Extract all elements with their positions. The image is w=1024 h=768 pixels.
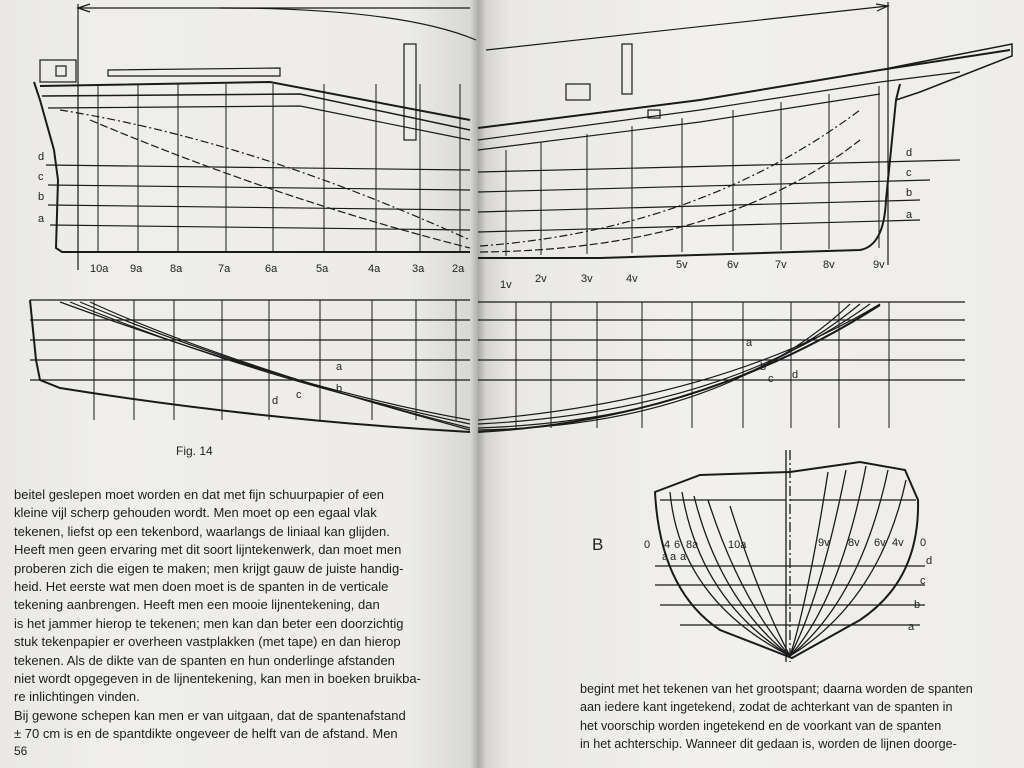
text-line: begint met het tekenen van het grootspant; daarna worden de spanten <box>580 682 973 696</box>
waterline-label-right: c <box>906 167 912 179</box>
page-number: 56 <box>14 744 28 758</box>
section-waterline-label: a <box>908 621 915 633</box>
text-line: tekenen, liefst op een tekenbord, waarlangs de liniaal kan glijden. <box>14 523 390 539</box>
frame-label-left: 3a <box>412 263 425 275</box>
section-sublabel-left: a <box>670 551 677 563</box>
plan-outline-right <box>478 305 880 432</box>
text-line: kleine vijl scherp gehouden wordt. Men moet op een egaal vlak <box>14 505 377 521</box>
frame-label-right: 7v <box>775 259 787 271</box>
section-label-left: 6 <box>674 539 681 551</box>
frame-label-left: 10a <box>90 263 109 275</box>
waterline-label-left: d <box>38 151 45 163</box>
waterline-label-left: b <box>38 191 45 203</box>
frame-label-right: 8v <box>823 259 835 271</box>
section-label-left: 8a <box>686 539 699 551</box>
plan-label-d-right: d <box>792 369 799 381</box>
section-label: B <box>592 535 604 554</box>
dimension-line-right <box>486 6 888 50</box>
right-page-text <box>580 680 1020 754</box>
section-waterline-label: c <box>920 575 926 587</box>
text-line: aan iedere kant ingetekend, zodat de achterkant van de spanten in <box>580 700 953 715</box>
frame-label-left: 8a <box>170 263 183 275</box>
text-line: tekening aanbrengen. Heeft men een mooie lijnentekening, dan <box>14 597 380 613</box>
waterline-label-right: a <box>906 209 913 221</box>
frame-label-right: 9v <box>873 259 885 271</box>
waterline-label-right: d <box>906 147 913 159</box>
body-section-drawing <box>655 450 925 662</box>
text-line: heid. Het eerste wat men doen moet is de spanten in de verticale <box>14 579 389 595</box>
frame-label-left: 7a <box>218 263 231 275</box>
text-line: beitel geslepen moet worden en dat met fijn schuurpapier of een <box>14 487 385 502</box>
text-line: Bij gewone schepen kan men er van uitgaan, dat de spantenafstand <box>14 707 406 723</box>
text-line: re inlichtingen vinden. <box>14 689 140 705</box>
text-line: het voorschip worden ingetekend en de voorkant van de spanten <box>580 718 942 733</box>
frame-label-left: 6a <box>265 263 278 275</box>
waterline-label-left: a <box>38 213 45 225</box>
plan-label-c-right: c <box>768 373 774 385</box>
frame-label-left: 5a <box>316 263 329 275</box>
frame-label-right: 4v <box>626 273 638 285</box>
figure-caption: Fig. 14 <box>176 444 213 458</box>
waterline-label-right: b <box>906 187 913 199</box>
text-line: stuk tekenpapier er overheen vastplakken (met tape) en dan hierop <box>14 634 401 650</box>
section-label-right: 4v <box>892 537 904 549</box>
text-line: ± 70 cm is en de spantdikte ongeveer de helft van de afstand. Men <box>14 726 398 742</box>
section-label-left: 4 <box>664 539 671 551</box>
text-line: is het jammer hierop te tekenen; men kan dan beter een doorzichtig <box>14 615 404 631</box>
plan-label-a-right: a <box>746 337 753 349</box>
left-page-text <box>14 486 470 744</box>
frame-label-right: 6v <box>727 259 739 271</box>
plan-label-d-left: d <box>272 395 279 407</box>
frame-label-left: 9a <box>130 263 143 275</box>
section-waterline-label: b <box>914 599 921 611</box>
text-line: Heeft men geen ervaring met dit soort lijntekenwerk, dan moet men <box>14 542 402 558</box>
waterline-label-left: c <box>38 171 44 183</box>
frame-label-left: 4a <box>368 263 381 275</box>
plan-label-a-left: a <box>336 361 343 373</box>
text-line: in het achterschip. Wanneer dit gedaan is, worden de lijnen doorge- <box>580 737 957 752</box>
section-label-right: 9v <box>818 537 830 549</box>
text-line: tekenen. Als de dikte van de spanten en hun onderlinge afstanden <box>14 652 395 668</box>
plan-label-b-right: b <box>760 361 767 373</box>
hull-profile-right <box>478 50 1010 128</box>
frame-label-right: 2v <box>535 273 547 285</box>
frame-label-right: 3v <box>581 273 593 285</box>
frame-label-right: 5v <box>676 259 688 271</box>
section-label-right: 0 <box>920 537 927 549</box>
section-sublabel-left: a <box>662 551 669 563</box>
section-sublabel-left: a <box>680 551 687 563</box>
section-label-right: 8v <box>848 537 860 549</box>
text-line: proberen zich die eigen te maken; men krijgt gauw de juiste handig- <box>14 560 404 576</box>
section-waterline-label: d <box>926 555 933 567</box>
waterline-d-left <box>46 165 470 170</box>
plan-label-c-left: c <box>296 389 302 401</box>
plan-label-b-left: b <box>336 383 343 395</box>
frame-label-right: 1v <box>500 279 512 291</box>
frame-label-left: 2a <box>452 263 465 275</box>
section-label-left: 0 <box>644 539 651 551</box>
section-label-right: 6v <box>874 537 886 549</box>
section-label-left: 10a <box>728 539 747 551</box>
text-line: niet wordt opgegeven in de lijnentekening, kan men in boeken bruikba- <box>14 671 421 687</box>
